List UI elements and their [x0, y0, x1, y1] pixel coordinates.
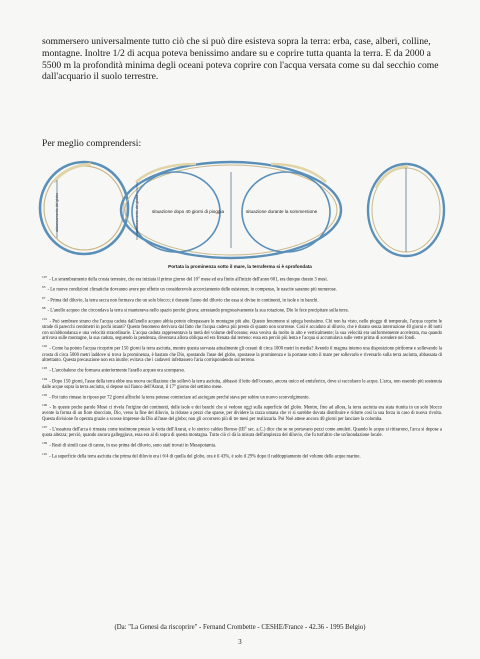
footnote-text: Lo smembramento della crosta terrestre, che era iniziata il primo giorno del 10° mese ed era finito all'inizio dell'anno 601, era dunque durato 3 mesi.: [51, 277, 328, 283]
footnote: $^{95}$ - Le nuove condizioni climatiche dovranno avere per effetto un considerevole accorciamento delle esistenze; in compenso, le nascite saranno più numerose.: [42, 285, 337, 293]
footnote: $^{98}$ - L'anello acqueo che circondava la terra si manteneva nello spazio perché girava; arrestando progressivamente la sua rotazione, Dio lo fece precipitare sulla terra.: [42, 306, 349, 314]
footnote: $^{105}$ - Poi tutto rimase in riposo per 72 giorni affinché la terra potesse cominciare ad asciugare perché stava per subire un nuovo sconvolgimento.: [42, 392, 310, 401]
footnote-number: 109: [42, 441, 48, 446]
footnote-text: Prima del diluvio, la terra secca non formava che un solo blocco; è durante l'anno del diluvio che essa si divise in continenti, in isole e in banchi.: [50, 298, 319, 304]
vertical-label-2: abbassamento del globo: [135, 194, 139, 234]
globe-right: [368, 164, 444, 256]
footnote-number: 102: [42, 344, 48, 349]
footnote-text: Le nuove condizioni climatiche dovranno avere per effetto un considerevole accorciamento delle esistenze; in compenso, le nascite saranno più numerose.: [50, 287, 337, 293]
footnote-text: La superficie della terra asciutta che prima del diluvio era i 6/4 di quella del globo, ora è il 43%, è solo il 29% dopo il raddoppiamento del volume delle acque marine.: [51, 454, 361, 460]
intro-paragraph: sommersero universalmente tutto ciò che si può dire esisteva sopra la terra: erba, case, alberi, colline, montagne. Inoltre 1/2 di acqua poteva benissimo andare su e coprire tutta quanta la terra. E da 2000 a 5500 m la profondità minima degli oceani poteva coprire con l'acqua versata come su dal secchio come dall'acquario il suolo terrestre.: [42, 36, 439, 83]
footnote-text: L'ossatura dell'arca è rimasta come testimone presso la vetta dell'Ararat, e lo storico caldeo Beroso (III° sec. a.C.) dice che se ne portavano pezzi come amuleti. Quando le acque si ritirarono, l'arca si depose a quota altezza; perciò, quando ancora galleggiava, essa era al di sopra di questa montagna. Tutto ciò ci dà la misura dell'ampiezza del diluvio, che fu tutt'altro che un'inondazione locale.: [42, 427, 442, 439]
footnote: $^{103}$ - L'arcobaleno che formava anteriormente l'anello acqueo era scomparso.: [42, 366, 186, 374]
footnote-number: 95: [42, 285, 46, 290]
footnote-number: 110: [42, 451, 47, 456]
footnote-number: 106: [42, 403, 48, 408]
globe-left: [40, 162, 128, 254]
page-number: 3: [238, 639, 242, 646]
source-citation: (Da: "La Genesi da riscoprire" - Fernand Crombette - CESHE/France - 42.36 - 1995 Belgio): [114, 624, 366, 631]
footnote-text: Può sembrare strano che l'acqua caduta dall'anello acqueo abbia potuto oltrepassare le montagne più alte. Questo fenomeno si spiega benissimo. Chi non ha visto, nelle piogge di temporale, l'acqua coprire le strade di parecchi centimetri in pochi istanti? Questo fenomeno derivava dal fatto che l'acqua cadeva più presto di quanto non scorresse. Così è accaduto al diluvio, che è durato senza interruzione 40 giorni e 40 notti con un'abbondanza e una velocità straordinarie. L'acqua caduta rappresentava la metà del volume dell'oceano; essa veniva da molto in alto e verticalmente; la sua velocità era uniformemente accelerata, ma quando arrivava sulle montagne, la sua caduta, seguendo la pendenza, diventava allora obliqua ed era frenata dal terreno: essa era perciò più lenta e l'acqua si accumulava sulle vette prima di scendere nei fondi.: [42, 319, 442, 342]
footnote: $^{102}$ - Come ha potuto l'acqua ricoprire per 150 giorni la terra asciutta, mentre questa sorvasta attualmente gli oceani di circa 1000 metri in media? Avendo il magma interno una disposizione piriforme e sollevando la crosta di circa 5000 metri laddove si trova la prominenza, è bastato che Dio, spostando l'asse del globo, spostasse la prominenza e la portasse sotto il mare per sollevarlo e riversarlo sulla terra asciutta, abbassata di altrettanto. Questa precauzione non era inutile; evitava che i cadaveri infettassero l'aria corrispondendo sul terreno.: [42, 344, 442, 364]
footnote: $^{109}$ - Resti di simili case di canne, in uso prima del diluvio, sono stati trovati in Mesopotamia.: [42, 441, 217, 449]
footnote-number: 101: [42, 316, 48, 321]
label-during-submersion: situazione durante la sommersione: [246, 209, 318, 214]
footnote: $^{107}$ - L'ossatura dell'arca è rimasta come testimone presso la vetta dell'Ararat, e lo storico caldeo Beroso (III° sec. a.C.) dice che se ne portavano pezzi come amuleti. Quando le acque si ritirarono, l'arca si depose a quota altezza; perciò, quando ancora galleggiava, essa era al di sopra di questa montagna. Tutto ciò ci dà la misura dell'ampiezza del diluvio, che fu tutt'altro che un'inondazione locale.: [42, 425, 442, 439]
footnote: $^{97}$ - Prima del diluvio, la terra secca non formava che un solo blocco; è durante l'anno del diluvio che essa si divise in continenti, in isole e in banchi.: [42, 295, 319, 304]
intro-text: [42, 36, 442, 83]
footnote: $^{101}$ - Può sembrare strano che l'acqua caduta dall'anello acqueo abbia potuto oltrepassare le montagne più alte. Questo fenomeno si spiega benissimo. Chi non ha visto, nelle piogge di temporale, l'acqua coprire le strade di parecchi centimetri in pochi istanti? Questo fenomeno derivava dal fatto che l'acqua cadeva più presto di quanto non scorresse. Così è accaduto al diluvio, che è durato senza interruzione 40 giorni e 40 notti con un'abbondanza e una velocità straordinarie. L'acqua caduta rappresentava la metà del volume dell'oceano; essa veniva da molto in alto e verticalmente; la sua velocità era uniformemente accelerata, ma quando arrivava sulle montagne, la sua caduta, seguendo la pendenza, diventava allora obliqua ed era frenata dal terreno: essa era perciò più lenta e l'acqua si accumulava sulle vette prima di scendere nei fondi.: [42, 316, 442, 342]
footnote-text: In queste poche parole Mosè ci rivela l'origine dei continenti, delle isole e dei banchi che si vedono oggi sulla superficie del globo. Mentre, fino ad allora, la terra asciutta era stata riunita in un solo blocco avente la forma di un fiore sbocciato, Dio, verso la fine del diluvio, la ridusse a pezzi che sparse, per dividere la razza umana che vi si sarebbe dovuta distribuire e ridurre così la sua forza in caso di nuova rivolta. Questa divisione fu operata grazie a scosse impresse da Dio all'asse del globo; non gli occorsero più di tre mesi per realizzarla. Poi Noè attese ancora 40 giorni per lanciare la colomba.: [42, 405, 442, 423]
vertical-label-1: abbassamento del globo: [55, 192, 59, 232]
earth-diagram-figure: [36, 152, 448, 262]
footnote-number: 103: [42, 366, 48, 371]
footnote: $^{106}$ - In queste poche parole Mosè ci rivela l'origine dei continenti, delle isole e dei banchi che si vedono oggi sulla superficie del globo. Mentre, fino ad allora, la terra asciutta era stata riunita in un solo blocco avente la forma di un fiore sbocciato, Dio, verso la fine del diluvio, la ridusse a pezzi che sparse, per dividere la razza umana che vi si sarebbe dovuta distribuire e ridurre così la sua forza in caso di nuova rivolta. Questa divisione fu operata grazie a scosse impresse da Dio all'asse del globo; non gli occorsero più di tre mesi per realizzarla. Poi Noè attese ancora 40 giorni per lanciare la colomba.: [42, 403, 442, 423]
footnote-number: 104: [42, 376, 48, 381]
globe-wide: [121, 162, 341, 258]
footnote: $^{104}$ - Dopo 150 giorni, l'asse della terra ebbe una nuova oscillazione che sollevò la terra asciutta, abbassò il letto dell'oceano, ancora unico ed emisferico, dove si raccolsero le acque. L'arca, non essendo più sostenuta dalle acque sopra la terra asciutta, si depose sul fianco dell'Ararat, il 17° giorno del settimo mese.: [42, 376, 442, 390]
footnote-number: 98: [42, 306, 46, 311]
footnote-number: 105: [42, 392, 48, 397]
label-after-40-days: situazione dopo 40 giorni di pioggia: [152, 209, 225, 214]
earth-diagram: [36, 152, 448, 262]
lead-line: Per meglio comprendersi:: [42, 138, 142, 149]
footnote-number: 107: [42, 275, 48, 279]
figure-caption: Portata la prominenza sotto il mare, la terraferma si è sprofondata: [168, 264, 312, 269]
footnote: $^{107}$ - Lo smembramento della crosta terrestre, che era iniziata il primo giorno del 10° mese ed era finito all'inizio dell'anno 601, era dunque durato 3 mesi.: [42, 275, 328, 283]
footnote: $^{110}$ - La superficie della terra asciutta che prima del diluvio era i 6/4 di quella del globo, ora è il 43%, è solo il 29% dopo il raddoppiamento del volume delle acque marine.: [42, 451, 361, 460]
footnote-number: 97: [42, 295, 46, 300]
footnote-number: 107: [42, 425, 48, 429]
footnote-text: Poi tutto rimase in riposo per 72 giorni affinché la terra potesse cominciare ad asciugare perché stava per subire un nuovo sconvolgimento.: [51, 395, 310, 401]
footnote-text: L'arcobaleno che formava anteriormente l'anello acqueo era scomparso.: [51, 368, 186, 374]
footnote-text: L'anello acqueo che circondava la terra si manteneva nello spazio perché girava; arrestando progressivamente la sua rotazione, Dio lo fece precipitare sulla terra.: [50, 308, 349, 314]
footnote-text: Resti di simili case di canne, in uso prima del diluvio, sono stati trovati in Mesopotamia.: [51, 443, 217, 449]
footnote-text: Come ha potuto l'acqua ricoprire per 150 giorni la terra asciutta, mentre questa sorvasta attualmente gli oceani di circa 1000 metri in media? Avendo il magma interno una disposizione piriforme e sollevando la crosta di circa 5000 metri laddove si trova la prominenza, è bastato che Dio, spostando l'asse del globo, spostasse la prominenza e la portasse sotto il mare per sollevarlo e riversarlo sulla terra asciutta, abbassata di altrettanto. Questa precauzione non era inutile; evitava che i cadaveri infettassero l'aria corrispondendo sul terreno.: [42, 346, 442, 364]
footnotes: [42, 275, 442, 462]
footnote-text: Dopo 150 giorni, l'asse della terra ebbe una nuova oscillazione che sollevò la terra asciutta, abbassò il letto dell'oceano, ancora unico ed emisferico, dove si raccolsero le acque. L'arca, non essendo più sostenuta dalle acque sopra la terra asciutta, si depose sul fianco dell'Ararat, il 17° giorno del settimo mese.: [42, 379, 442, 390]
